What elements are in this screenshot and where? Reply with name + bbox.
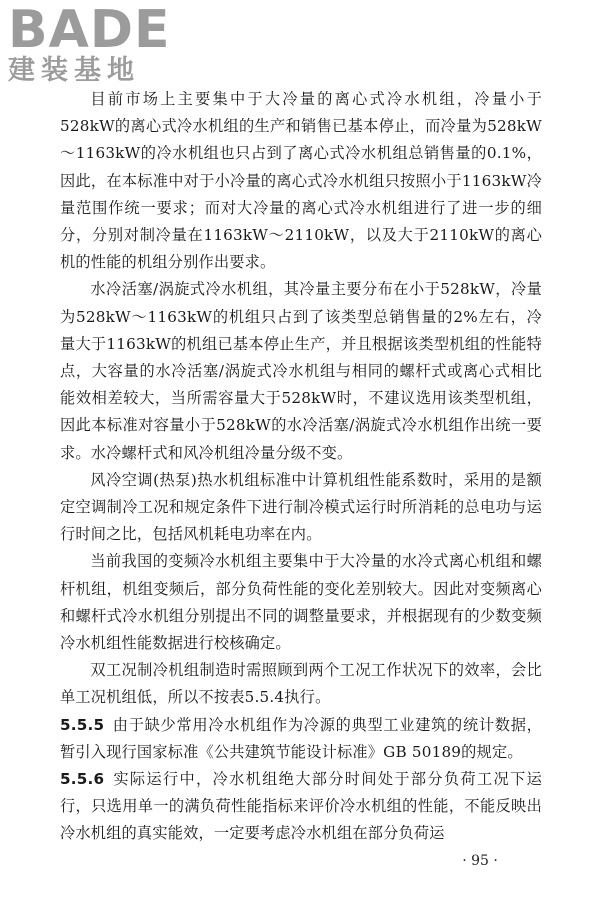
paragraph-4: 当前我国的变频冷水机组主要集中于大冷量的水冷式离心机组和螺杆机组，机组变频后，部分负荷性能的变化差别较大。因此对变频离心和螺杆式冷水机组分别提出不同的调整量要求，并根据现有的少数变频冷水机组性能数据进行校核确定。 xyxy=(60,552,542,653)
page-number: · 95 · xyxy=(462,853,498,869)
watermark-subtitle: 建装基地 xyxy=(8,55,140,86)
paragraph-2: 水冷活塞/涡旋式冷水机组，其冷量主要分布在小于528kW，冷量为528kW～1163kW的机组只占到了该类型总销售量的2%左右，冷量大于1163kW的机组已基本停止生产，并且根据该类型机组的性能特点，大容量的水冷活塞/涡旋式冷水机组与相同的螺杆式或离心式相比能效相差较大，当所需容量大于528kW时，不建议选用该类型机组，因此本标准对容量小于528kW的水冷活塞/涡旋式冷水机组作出统一要求。水冷螺杆式和风冷机组冷量分级不变。 xyxy=(60,280,542,462)
section-number: 5.5.6 xyxy=(60,770,105,789)
paragraph-5: 双工况制冷机组制造时需照顾到两个工况工作状况下的效率，会比单工况机组低，所以不按表5.5.4执行。 xyxy=(60,661,542,707)
section-text: 实际运行中，冷水机组绝大部分时间处于部分负荷工况下运行，只选用单一的满负荷性能指标来评价冷水机组的性能，不能反映出冷水机组的真实能效，一定要考虑冷水机组在部分负荷运 xyxy=(60,770,542,843)
section-text: 由于缺少常用冷水机组作为冷源的典型工业建筑的统计数据，暂引入现行国家标准《公共建筑节能设计标准》GB 50189的规定。 xyxy=(60,715,542,761)
watermark-brand: BADE xyxy=(8,0,171,60)
paragraph-3: 风冷空调(热泵)热水机组标准中计算机组性能系数时，采用的是额定空调制冷工况和规定条件下进行制冷模式运行时所消耗的总电功与运行时间之比，包括风机耗电功率在内。 xyxy=(60,470,542,544)
section-5-5-5 xyxy=(60,712,542,766)
watermark-logo xyxy=(8,0,178,86)
paragraph-1: 目前市场上主要集中于大冷量的离心式冷水机组，冷量小于528kW的离心式冷水机组的生产和销售已基本停止，而冷量为528kW～1163kW的冷水机组也只占到了离心式冷水机组总销售量的0.1%，因此，在本标准中对于小冷量的离心式冷水机组只按照小于1163kW冷量范围作统一要求；而对大冷量的离心式冷水机组进行了进一步的细分，分别对制冷量在1163kW～2110kW，以及大于2110kW的离心机的性能的机组分别作出要求。 xyxy=(60,90,542,272)
section-number: 5.5.5 xyxy=(60,715,105,734)
page-body xyxy=(60,86,542,848)
section-5-5-6 xyxy=(60,766,542,848)
